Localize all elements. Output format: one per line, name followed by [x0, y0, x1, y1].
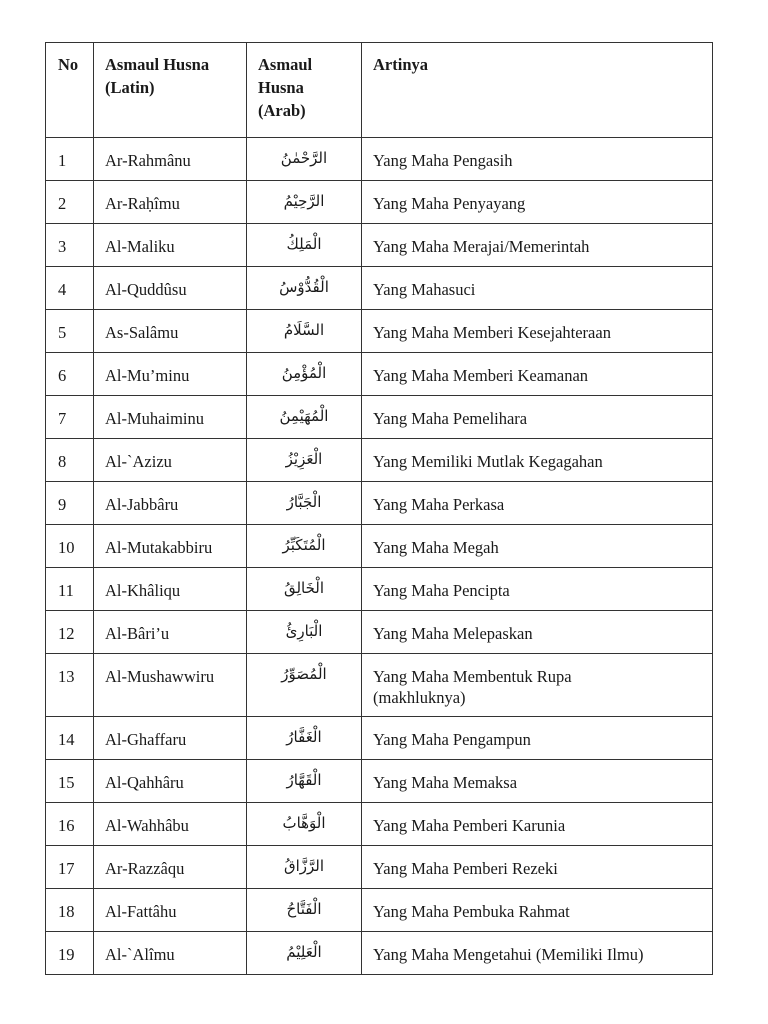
- cell-no: 8: [46, 439, 94, 482]
- cell-artinya: Yang Maha Pencipta: [362, 568, 713, 611]
- cell-latin: Al-Khâliqu: [94, 568, 247, 611]
- cell-latin: Ar-Rahmânu: [94, 138, 247, 181]
- cell-no: 16: [46, 803, 94, 846]
- cell-latin: Al-Maliku: [94, 224, 247, 267]
- cell-latin: Al-Ghaffaru: [94, 717, 247, 760]
- cell-latin: Al-`Azizu: [94, 439, 247, 482]
- cell-arab: السَّلَامُ: [247, 310, 362, 353]
- cell-latin: Ar-Raḥîmu: [94, 181, 247, 224]
- header-row: [46, 43, 713, 138]
- cell-no: 14: [46, 717, 94, 760]
- cell-no: 11: [46, 568, 94, 611]
- cell-artinya: Yang Maha Perkasa: [362, 482, 713, 525]
- cell-latin: Al-Mutakabbiru: [94, 525, 247, 568]
- cell-artinya: Yang Maha Pengasih: [362, 138, 713, 181]
- table-row: [46, 439, 713, 482]
- table-row: [46, 482, 713, 525]
- cell-arab: الْغَفَّارُ: [247, 717, 362, 760]
- cell-no: 6: [46, 353, 94, 396]
- cell-artinya: Yang Maha Pembuka Rahmat: [362, 889, 713, 932]
- cell-artinya: Yang Mahasuci: [362, 267, 713, 310]
- cell-no: 12: [46, 611, 94, 654]
- cell-no: 18: [46, 889, 94, 932]
- header-artinya: Artinya: [362, 43, 713, 138]
- asmaul-husna-table: [45, 42, 713, 975]
- cell-arab: الْعَزِيْزُ: [247, 439, 362, 482]
- cell-no: 19: [46, 932, 94, 975]
- cell-arab: الْقَهَّارُ: [247, 760, 362, 803]
- cell-artinya: Yang Maha Pengampun: [362, 717, 713, 760]
- cell-arab: الْمَلِكُ: [247, 224, 362, 267]
- table-row: [46, 654, 713, 717]
- table-row: [46, 846, 713, 889]
- header-latin: Asmaul Husna (Latin): [94, 43, 247, 138]
- cell-no: 3: [46, 224, 94, 267]
- table-row: [46, 310, 713, 353]
- cell-arab: الرَّزَّاقُ: [247, 846, 362, 889]
- cell-latin: Al-Bâri’u: [94, 611, 247, 654]
- cell-artinya: Yang Maha Memaksa: [362, 760, 713, 803]
- cell-no: 5: [46, 310, 94, 353]
- cell-arab: الْبَارِئُ: [247, 611, 362, 654]
- cell-latin: Al-Muhaiminu: [94, 396, 247, 439]
- cell-artinya: Yang Maha Pemelihara: [362, 396, 713, 439]
- table-row: [46, 611, 713, 654]
- header-arab: Asmaul Husna (Arab): [247, 43, 362, 138]
- cell-no: 13: [46, 654, 94, 717]
- cell-no: 15: [46, 760, 94, 803]
- cell-arab: الرَّحْمٰنُ: [247, 138, 362, 181]
- table-row: [46, 717, 713, 760]
- table-row: [46, 224, 713, 267]
- cell-no: 10: [46, 525, 94, 568]
- cell-artinya: Yang Maha Memberi Kesejahteraan: [362, 310, 713, 353]
- cell-arab: الْعَلِيْمُ: [247, 932, 362, 975]
- cell-arab: الرَّحِيْمُ: [247, 181, 362, 224]
- cell-latin: Al-Mu’minu: [94, 353, 247, 396]
- cell-latin: Al-Quddûsu: [94, 267, 247, 310]
- cell-latin: Al-`Alîmu: [94, 932, 247, 975]
- cell-artinya: Yang Maha Megah: [362, 525, 713, 568]
- cell-artinya: Yang Maha Mengetahui (Memiliki Ilmu): [362, 932, 713, 975]
- cell-artinya: Yang Maha Pemberi Karunia: [362, 803, 713, 846]
- cell-latin: As-Salâmu: [94, 310, 247, 353]
- cell-latin: Al-Fattâhu: [94, 889, 247, 932]
- cell-latin: Al-Jabbâru: [94, 482, 247, 525]
- cell-no: 1: [46, 138, 94, 181]
- cell-no: 2: [46, 181, 94, 224]
- table-row: [46, 568, 713, 611]
- table-body: [46, 138, 713, 975]
- table-row: [46, 525, 713, 568]
- table-header: [46, 43, 713, 138]
- cell-artinya: Yang Maha Memberi Keamanan: [362, 353, 713, 396]
- cell-no: 9: [46, 482, 94, 525]
- cell-artinya: Yang Maha Penyayang: [362, 181, 713, 224]
- cell-arab: الْوَهَّابُ: [247, 803, 362, 846]
- table-row: [46, 138, 713, 181]
- cell-latin: Al-Wahhâbu: [94, 803, 247, 846]
- table-row: [46, 889, 713, 932]
- table-row: [46, 267, 713, 310]
- cell-latin: Al-Mushawwiru: [94, 654, 247, 717]
- cell-arab: الْمُهَيْمِنُ: [247, 396, 362, 439]
- table-row: [46, 803, 713, 846]
- cell-artinya: Yang Maha Membentuk Rupa (makhluknya): [362, 654, 713, 717]
- cell-arab: الْمُصَوِّرُ: [247, 654, 362, 717]
- cell-no: 17: [46, 846, 94, 889]
- cell-arab: الْمُؤْمِنُ: [247, 353, 362, 396]
- table-row: [46, 353, 713, 396]
- cell-arab: الْفَتَّاحُ: [247, 889, 362, 932]
- header-no: No: [46, 43, 94, 138]
- cell-artinya: Yang Maha Pemberi Rezeki: [362, 846, 713, 889]
- table-row: [46, 181, 713, 224]
- cell-artinya: Yang Maha Melepaskan: [362, 611, 713, 654]
- cell-latin: Al-Qahhâru: [94, 760, 247, 803]
- table-row: [46, 932, 713, 975]
- cell-no: 7: [46, 396, 94, 439]
- cell-arab: الْجَبَّارُ: [247, 482, 362, 525]
- cell-arab: الْخَالِقُ: [247, 568, 362, 611]
- cell-arab: الْمُتَكَبِّرُ: [247, 525, 362, 568]
- cell-artinya: Yang Maha Merajai/Memerintah: [362, 224, 713, 267]
- table-row: [46, 396, 713, 439]
- cell-arab: الْقُدُّوْسُ: [247, 267, 362, 310]
- cell-no: 4: [46, 267, 94, 310]
- table-row: [46, 760, 713, 803]
- cell-artinya: Yang Memiliki Mutlak Kegagahan: [362, 439, 713, 482]
- cell-latin: Ar-Razzâqu: [94, 846, 247, 889]
